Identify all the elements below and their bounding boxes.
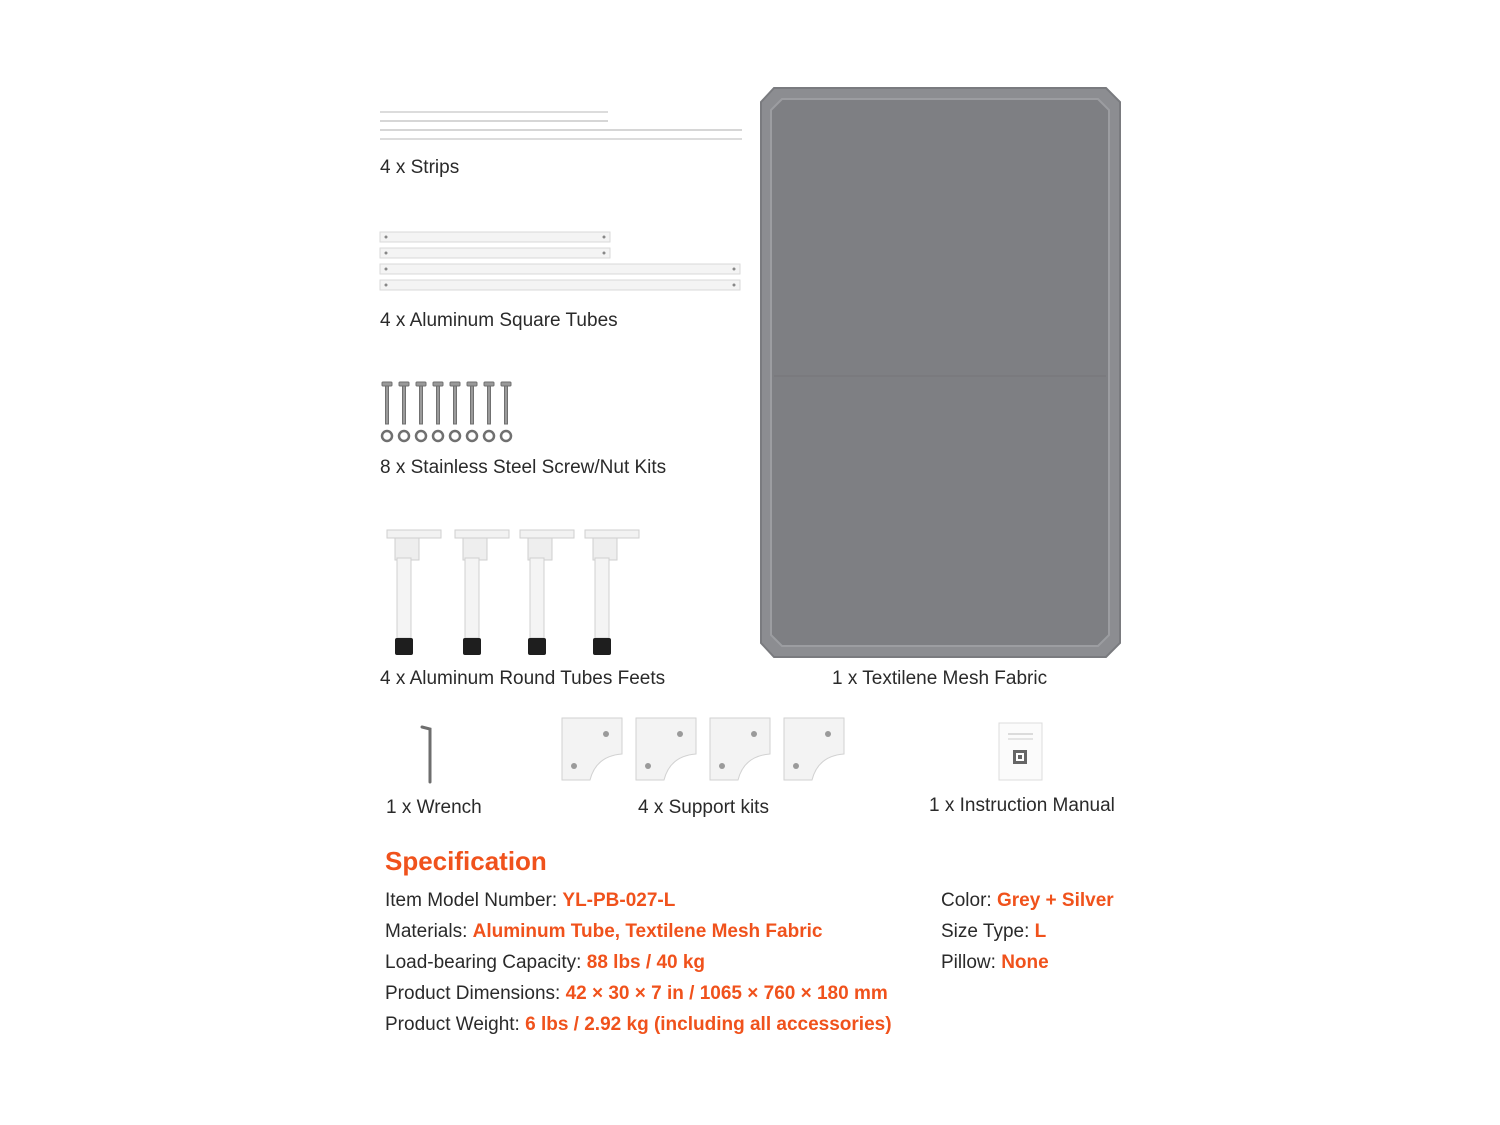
- feet-label: 4 x Aluminum Round Tubes Feets: [380, 668, 666, 689]
- manual-image: [998, 722, 1044, 782]
- wrench-image: [418, 724, 438, 786]
- spec-materials-value: Aluminum Tube, Textilene Mesh Fabric: [472, 921, 823, 942]
- spec-capacity: [385, 952, 705, 974]
- spec-dimensions-value: 42 × 30 × 7 in / 1065 × 760 × 180 mm: [565, 983, 888, 1004]
- spec-color: [941, 890, 1114, 912]
- support-kits-label: 4 x Support kits: [638, 797, 769, 818]
- spec-dimensions-label: Product Dimensions:: [385, 983, 561, 1004]
- spec-weight-label: Product Weight:: [385, 1014, 520, 1035]
- spec-model-label: Item Model Number:: [385, 890, 558, 911]
- mesh-fabric-label: 1 x Textilene Mesh Fabric: [832, 668, 1048, 689]
- screws-image: [378, 380, 528, 444]
- wrench-label: 1 x Wrench: [386, 797, 482, 818]
- spec-materials: [385, 921, 822, 943]
- spec-pillow-value: None: [1001, 952, 1049, 973]
- spec-size-label: Size Type:: [941, 921, 1030, 942]
- spec-pillow: [941, 952, 1049, 974]
- spec-capacity-value: 88 lbs / 40 kg: [586, 952, 706, 973]
- spec-weight: [385, 1014, 892, 1036]
- strips-image: [378, 108, 748, 144]
- spec-weight-value: 6 lbs / 2.92 kg (including all accessories): [525, 1014, 892, 1035]
- feet-image: [385, 528, 645, 658]
- square-tubes-label: 4 x Aluminum Square Tubes: [380, 310, 618, 331]
- strips-label: 4 x Strips: [380, 157, 460, 178]
- spec-capacity-label: Load-bearing Capacity:: [385, 952, 582, 973]
- specification-title: Specification: [385, 846, 547, 876]
- spec-color-value: Grey + Silver: [996, 890, 1114, 911]
- spec-model: [385, 890, 675, 912]
- mesh-fabric-image: [760, 87, 1122, 659]
- spec-size-value: L: [1034, 921, 1047, 942]
- spec-pillow-label: Pillow:: [941, 952, 996, 973]
- screws-label: 8 x Stainless Steel Screw/Nut Kits: [380, 457, 667, 478]
- spec-size: [941, 921, 1046, 943]
- support-kits-image: [560, 716, 850, 784]
- spec-color-label: Color:: [941, 890, 992, 911]
- square-tubes-image: [378, 228, 744, 296]
- manual-label: 1 x Instruction Manual: [929, 795, 1115, 816]
- spec-model-value: YL-PB-027-L: [562, 890, 676, 911]
- spec-materials-label: Materials:: [385, 921, 468, 942]
- spec-dimensions: [385, 983, 888, 1005]
